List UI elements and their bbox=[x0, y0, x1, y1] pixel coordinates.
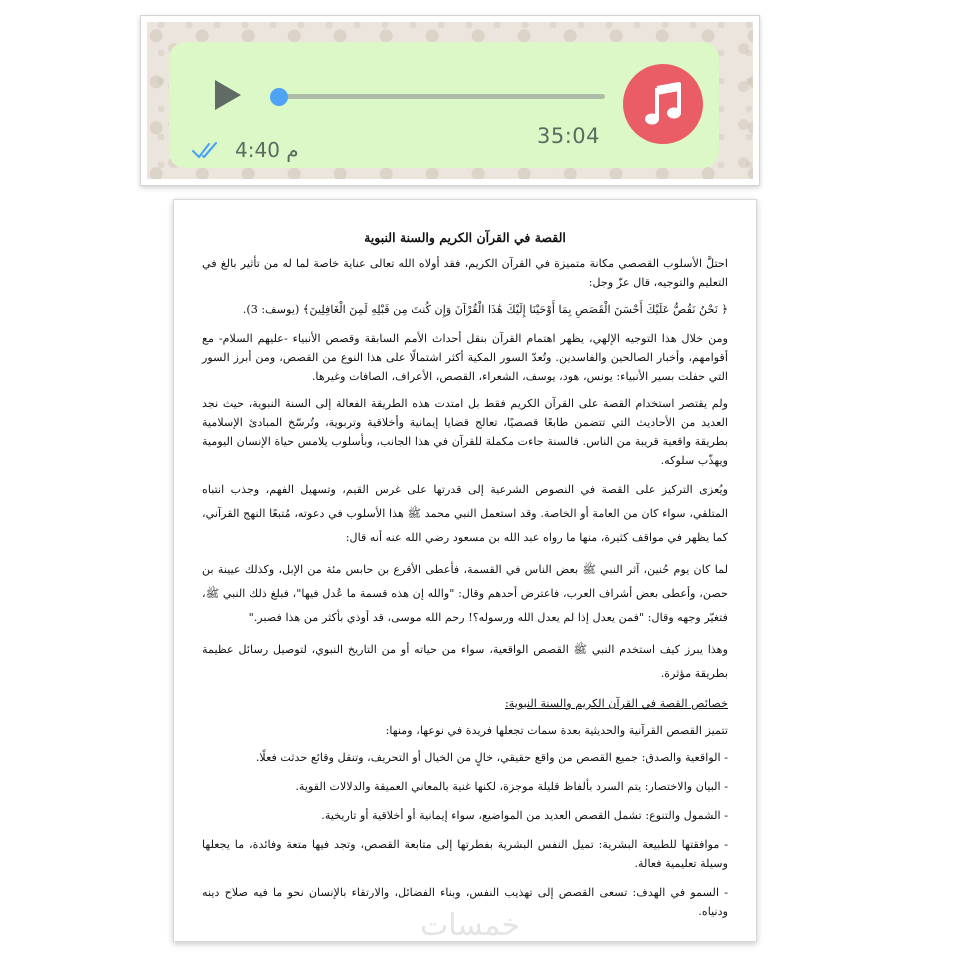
body-paragraph: ويُعزى التركيز على القصة في النصوص الشرعية إلى قدرتها على غرس القيم، وتسهيل الفهم، وجذب انتباه المتلقي، سواء كان من العامة أو الخاصة. وقد استعمل النبي محمد ﷺ هذا الأسلوب في دعوته، مُتبعًا النهج القرآني، كما يظهر في مواقف كثيرة، منها ما رواه عبد الله بن مسعود رضي الله عنه أنه قال: bbox=[202, 483, 728, 544]
intro-paragraph: احتلَّ الأسلوب القصصي مكانة متميزة في القرآن الكريم، فقد أولاه الله تعالى عناية خاصة لما له من تأثير بالغ في التعليم والتوجيه، قال عزّ وجل: bbox=[202, 257, 728, 289]
chat-wallpaper bbox=[147, 22, 753, 179]
document-title: القصة في القرآن الكريم والسنة النبوية bbox=[364, 230, 566, 245]
watermark-logo: خمسات bbox=[420, 908, 521, 943]
music-note-icon bbox=[643, 82, 683, 126]
voice-message-bubble[interactable] bbox=[169, 42, 719, 168]
body-paragraph: ولم يقتصر استخدام القصة على القرآن الكريم فقط بل امتدت هذه الطريقة الفعالة إلى السنة النبوية، حيث نجد العديد من الأحاديث التي تتضمن طابعًا قصصيًا، تعالج قضايا إيمانية وأخلاقية وتربوية، وتُرسّخ المبادئ الإسلامية بطريقة واقعية قريبة من الناس. فالسنة جاءت مكملة للقرآن في هذا الجانب، وبأسلوب يلامس حياة الإنسان اليومية ويهذّب سلوكه. bbox=[202, 397, 728, 467]
voice-message-card bbox=[140, 15, 760, 186]
body-paragraph: وهذا يبرز كيف استخدم النبي ﷺ القصص الواقعية، سواء من حياته أو من التاريخ النبوي، لتوصيل رسائل عظيمة بطريقة مؤثرة. bbox=[202, 643, 728, 680]
message-time: 4:40 م bbox=[235, 138, 299, 162]
feature-item: - البيان والاختصار: يتم السرد بألفاظ قليلة موجزة، لكنها غنية بالمعاني العميقة والدلالات القوية. bbox=[295, 780, 728, 793]
play-icon[interactable] bbox=[213, 78, 243, 112]
section-heading: خصائص القصة في القرآن الكريم والسنة النبوية: bbox=[504, 697, 728, 710]
audio-progress-track[interactable] bbox=[281, 94, 605, 99]
feature-item: - الواقعية والصدق: جميع القصص من واقع حقيقي، خالٍ من الخيال أو التحريف، وتنقل وقائع حدثت فعلًا. bbox=[255, 751, 728, 764]
feature-item: - موافقتها للطبيعة البشرية: تميل النفس البشرية بفطرتها إلى متابعة القصص، وتجد فيها متعة وفائدة، ما يجعلها وسيلة تعليمية فعالة. bbox=[202, 838, 728, 870]
play-button[interactable] bbox=[213, 78, 243, 112]
audio-avatar bbox=[623, 64, 703, 144]
audio-seek-knob[interactable] bbox=[270, 88, 288, 106]
audio-duration: 35:04 bbox=[537, 124, 601, 148]
quran-verse: ﴿ نَحْنُ نَقُصُّ عَلَيْكَ أَحْسَنَ الْقَصَصِ بِمَا أَوْحَيْنَا إِلَيْكَ هَٰذَا الْقُرْآنَ وَإِن كُنتَ مِن قَبْلِهِ لَمِنَ الْغَافِلِينَ﴾ (يوسف: 3). bbox=[242, 303, 728, 316]
feature-item: - الشمول والتنوع: تشمل القصص العديد من المواضيع، سواء إيمانية أو أخلاقية أو تاريخية. bbox=[321, 809, 728, 822]
feature-item: - السمو في الهدف: تسعى القصص إلى تهذيب النفس، وبناء الفضائل، والارتقاء بالإنسان نحو ما فيه صلاح دينه ودنياه. bbox=[202, 886, 728, 918]
hadith-paragraph: لما كان يوم حُنين، آثر النبي ﷺ بعض الناس في القسمة، فأعطى الأقرع بن حابس مئة من الإبل، وكذلك عيينة بن حصن، وأعطى بعض أشراف العرب، فاعترض أحدهم وقال: "والله إن هذه قسمة ما عُدل فيها"، فبلغ ذلك النبي ﷺ، فتغيّر وجهه وقال: "فمن يعدل إذا لم يعدل الله ورسوله؟! رحم الله موسى، قد أوذي بأكثر من هذا فصبر." bbox=[202, 563, 728, 624]
body-paragraph: ومن خلال هذا التوجيه الإلهي، يظهر اهتمام القرآن بنقل أحداث الأمم السابقة وقصص الأنبياء -عليهم السلام- مع أقوامهم، وأخبار الصالحين والفاسدين. وتُعدّ السور المكية أكثر اشتمالًا على هذا النوع من القصص، ومن أبرز السور التي حفلت بسير الأنبياء: يونس، هود، يوسف، الشعراء، القصص، الأعراف، الصافات وغيرها. bbox=[202, 332, 728, 383]
double-check-icon bbox=[191, 140, 221, 160]
document-page bbox=[173, 199, 757, 942]
section-intro: تتميز القصص القرآنية والحديثية بعدة سمات تجعلها فريدة في نوعها، ومنها: bbox=[385, 724, 728, 737]
